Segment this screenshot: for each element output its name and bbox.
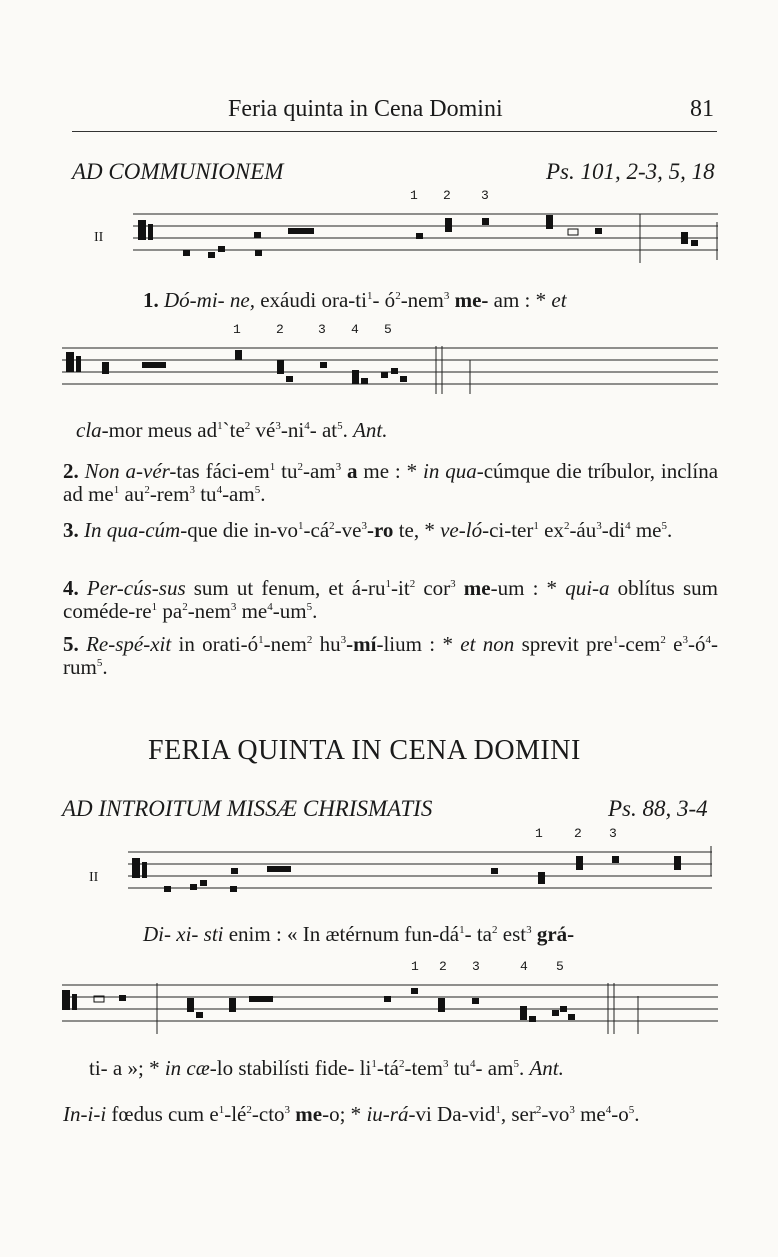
lyric-segment: In-i-i bbox=[63, 1102, 107, 1126]
tone-marker: 2 bbox=[409, 578, 416, 590]
lyric-segment: ex bbox=[538, 518, 564, 542]
lyric-segment: tu bbox=[194, 482, 217, 506]
lyric-segment: `te bbox=[222, 418, 245, 442]
lyric-segment: -am bbox=[302, 459, 336, 483]
tone-marker: 2 bbox=[297, 461, 303, 473]
tone-marker: 5 bbox=[628, 1104, 635, 1116]
tone-marker: 1 bbox=[533, 520, 539, 532]
lyric-segment: -lium : * bbox=[376, 632, 461, 656]
lyric-segment: et non bbox=[460, 632, 515, 656]
lyric-segment: exáudi ora-ti bbox=[254, 288, 367, 312]
tone-marker: 2 bbox=[660, 634, 666, 646]
lyric-segment: - ó bbox=[372, 288, 396, 312]
lyric-segment: -it bbox=[391, 576, 410, 600]
section-label-introit: AD INTROITUM MISSÆ CHRISMATIS bbox=[62, 796, 433, 821]
tone-marker: 3 bbox=[596, 520, 602, 532]
tone-marker: 5 bbox=[96, 657, 103, 669]
tone-marker: 2 bbox=[398, 1058, 405, 1070]
lyric-segment: -vo bbox=[541, 1102, 570, 1126]
lyric-segment: in cæ- bbox=[164, 1056, 217, 1080]
lyric-segment: - at bbox=[309, 418, 338, 442]
lyric-segment: pa bbox=[157, 599, 183, 623]
lyric-segment: cla- bbox=[76, 418, 109, 442]
lyrics-line bbox=[76, 418, 388, 443]
tone-marker: 2 bbox=[182, 601, 188, 613]
tone-marker: 2 bbox=[306, 634, 313, 646]
lyric-segment: au bbox=[119, 482, 145, 506]
tone-marker: 3 bbox=[442, 1058, 449, 1070]
tone-marker: 2 bbox=[535, 1104, 542, 1116]
lyric-segment: me : * bbox=[357, 459, 423, 483]
tone-marker: 1 bbox=[495, 1104, 501, 1116]
lyric-segment: - am bbox=[475, 1056, 514, 1080]
tone-marker: 2 bbox=[395, 290, 401, 302]
lyric-segment: vi Da-vid bbox=[415, 1102, 496, 1126]
lyrics-line bbox=[89, 1056, 564, 1081]
lyric-segment: -um bbox=[272, 599, 307, 623]
mode-indicator: II bbox=[94, 230, 104, 245]
lyrics-line bbox=[143, 922, 574, 947]
lyric-segment: - ta bbox=[464, 922, 493, 946]
lyric-segment: -rem bbox=[149, 482, 190, 506]
lyric-segment: -lé bbox=[224, 1102, 247, 1126]
lyric-segment: tu bbox=[448, 1056, 471, 1080]
lyric-segment: . bbox=[342, 418, 354, 442]
psalm-verse bbox=[63, 633, 718, 679]
lyric-segment: et bbox=[551, 288, 567, 312]
lyric-segment: -cto bbox=[251, 1102, 285, 1126]
tone-marker: 2 bbox=[492, 924, 498, 936]
lyric-segment: -nem bbox=[263, 632, 307, 656]
lyric-segment: 5. bbox=[63, 632, 87, 656]
lyric-segment: me bbox=[574, 1102, 606, 1126]
lyric-segment: -cá bbox=[303, 518, 330, 542]
tone-marker: 5 bbox=[513, 1058, 519, 1070]
lyric-segment: mor meus ad bbox=[108, 418, 218, 442]
lyric-segment: -rum bbox=[63, 632, 719, 679]
lyric-segment: in orati-ó bbox=[171, 632, 259, 656]
lyric-segment: -nem bbox=[400, 288, 444, 312]
tone-marker: 4 bbox=[470, 1058, 476, 1070]
lyric-segment: Ant. bbox=[529, 1056, 564, 1080]
tone-marker: 4 bbox=[605, 1104, 612, 1116]
tone-marker: 1 bbox=[113, 484, 120, 496]
psalm-verse bbox=[63, 577, 718, 623]
lyric-segment: , ser bbox=[500, 1102, 536, 1126]
tone-marker: 3 bbox=[335, 461, 342, 473]
psalm-reference: Ps. 88, 3-4 bbox=[608, 796, 708, 821]
lyric-segment: hu bbox=[312, 632, 341, 656]
tone-marker: 3 bbox=[682, 634, 689, 646]
lyric-segment: -ó bbox=[688, 632, 706, 656]
lyric-segment: tas fáci-em bbox=[176, 459, 270, 483]
tone-marker: 3 bbox=[526, 924, 532, 936]
lyric-segment: am : * bbox=[488, 288, 552, 312]
lyric-segment: . bbox=[102, 655, 108, 679]
lyric-segment: me bbox=[630, 518, 662, 542]
lyric-segment: fœdus cum e bbox=[106, 1102, 219, 1126]
feast-title: FERIA QUINTA IN CENA DOMINI bbox=[148, 735, 581, 766]
lyric-segment: -tem bbox=[404, 1056, 443, 1080]
lyric-segment: qui-a bbox=[565, 576, 610, 600]
lyric-segment: . bbox=[634, 1102, 640, 1126]
tone-marker: 3 bbox=[361, 520, 367, 532]
tone-marker: 3 bbox=[450, 578, 456, 590]
lyric-segment: -o bbox=[611, 1102, 629, 1126]
tone-marker: 3 bbox=[275, 420, 281, 432]
tone-marker: 1 bbox=[218, 1104, 225, 1116]
tone-marker: 1 bbox=[612, 634, 619, 646]
tone-marker: 5 bbox=[306, 601, 313, 613]
tone-marker: 3 bbox=[340, 634, 347, 646]
lyric-segment: -áu bbox=[569, 518, 597, 542]
lyric-segment: 2. bbox=[63, 459, 85, 483]
page-number: 81 bbox=[690, 96, 714, 122]
tone-marker: 4 bbox=[216, 484, 223, 496]
lyric-segment: sprevit pre bbox=[514, 632, 613, 656]
lyric-segment: -ve bbox=[334, 518, 362, 542]
lyric-segment: vé bbox=[250, 418, 276, 442]
mode-indicator: II bbox=[89, 870, 99, 885]
tone-marker: 5 bbox=[661, 520, 667, 532]
lyric-segment: Di- xi- sti bbox=[143, 922, 224, 946]
lyric-segment: sum ut fenum, et á-ru bbox=[185, 576, 386, 600]
tone-marker: 3 bbox=[569, 1104, 575, 1116]
lyric-segment: e bbox=[665, 632, 683, 656]
lyric-segment: 1. bbox=[143, 288, 164, 312]
psalm-reference: Ps. 101, 2-3, 5, 18 bbox=[546, 159, 715, 184]
lyric-segment: -ni bbox=[280, 418, 305, 442]
lyric-segment: cúmque die tríbulor, inclína ad me bbox=[63, 459, 719, 506]
lyric-segment: 4. bbox=[63, 576, 87, 600]
lyric-segment: -di bbox=[601, 518, 626, 542]
tone-marker: 5 bbox=[337, 420, 343, 432]
tone-marker: 2 bbox=[246, 1104, 252, 1116]
lyrics-line bbox=[143, 288, 567, 313]
lyric-segment: . bbox=[518, 1056, 530, 1080]
lyric-segment: -o; * bbox=[322, 1102, 367, 1126]
tone-marker: 4 bbox=[625, 520, 631, 532]
tone-marker: 1 bbox=[459, 924, 465, 936]
tone-marker: 3 bbox=[189, 484, 195, 496]
lyric-segment: te, * bbox=[393, 518, 441, 542]
lyric-segment: -tá bbox=[376, 1056, 399, 1080]
lyric-segment: . bbox=[312, 599, 318, 623]
tone-marker: 1 bbox=[269, 461, 276, 473]
lyric-segment: est bbox=[497, 922, 527, 946]
lyric-segment: a bbox=[341, 459, 358, 483]
lyric-segment: -mí bbox=[346, 632, 377, 656]
lyric-segment: ci-ter bbox=[489, 518, 534, 542]
header-rule bbox=[72, 131, 717, 132]
tone-marker: 2 bbox=[329, 520, 335, 532]
lyric-segment: Re-spé-xit bbox=[86, 632, 172, 656]
lyric-segment: enim : « In ætérnum fun-dá bbox=[223, 922, 460, 946]
lyric-segment: -ro bbox=[367, 518, 394, 542]
running-title: Feria quinta in Cena Domini bbox=[228, 96, 503, 122]
lyric-segment: Dó-mi- ne, bbox=[164, 288, 255, 312]
lyric-segment: iu-rá- bbox=[366, 1102, 416, 1126]
tone-marker: 3 bbox=[284, 1104, 291, 1116]
tone-marker: 1 bbox=[217, 420, 223, 432]
tone-marker: 1 bbox=[298, 520, 304, 532]
tone-marker: 1 bbox=[258, 634, 264, 646]
section-label-communion: AD COMMUNIONEM bbox=[72, 159, 284, 184]
lyric-segment: lo stabilísti fide- li bbox=[216, 1056, 372, 1080]
tone-marker: 1 bbox=[385, 578, 392, 590]
lyric-segment: cor bbox=[415, 576, 451, 600]
lyric-segment: -nem bbox=[187, 599, 231, 623]
lyric-segment: me bbox=[290, 1102, 323, 1126]
tone-marker: 4 bbox=[705, 634, 712, 646]
tone-marker: 2 bbox=[144, 484, 150, 496]
lyric-segment: -um : * bbox=[490, 576, 566, 600]
tone-marker: 5 bbox=[254, 484, 261, 496]
lyric-segment: 3. bbox=[63, 518, 84, 542]
lyric-segment: . bbox=[260, 482, 266, 506]
lyric-segment: Per-cús-sus bbox=[86, 576, 186, 600]
tone-marker: 1 bbox=[151, 601, 158, 613]
lyric-segment: . bbox=[667, 518, 673, 542]
lyric-segment: me- bbox=[449, 288, 489, 312]
lyric-segment: que die in-vo bbox=[187, 518, 299, 542]
psalm-verse bbox=[63, 1103, 718, 1126]
tone-marker: 3 bbox=[443, 290, 450, 302]
tone-marker: 1 bbox=[366, 290, 373, 302]
lyric-segment: oblítus sum coméde-re bbox=[63, 576, 718, 623]
lyric-segment: Ant. bbox=[353, 418, 388, 442]
tone-marker: 2 bbox=[244, 420, 251, 432]
lyric-segment: grá- bbox=[531, 922, 575, 946]
lyric-segment: ti- a »; * bbox=[89, 1056, 165, 1080]
lyric-segment: In qua-cúm- bbox=[84, 518, 188, 542]
tone-marker: 3 bbox=[230, 601, 237, 613]
lyric-segment: in qua- bbox=[423, 459, 484, 483]
tone-marker: 4 bbox=[267, 601, 273, 613]
lyric-segment: tu bbox=[275, 459, 298, 483]
tone-marker: 1 bbox=[371, 1058, 377, 1070]
lyric-segment: me bbox=[455, 576, 491, 600]
psalm-verse bbox=[63, 460, 718, 506]
lyric-segment: ve-ló- bbox=[440, 518, 490, 542]
lyric-segment: Non a-vér- bbox=[84, 459, 177, 483]
tone-marker: 4 bbox=[304, 420, 310, 432]
lyric-segment: me bbox=[236, 599, 268, 623]
tone-marker: 2 bbox=[563, 520, 570, 532]
lyric-segment: -am bbox=[222, 482, 255, 506]
lyric-segment: -cem bbox=[618, 632, 661, 656]
psalm-verse bbox=[63, 519, 718, 542]
